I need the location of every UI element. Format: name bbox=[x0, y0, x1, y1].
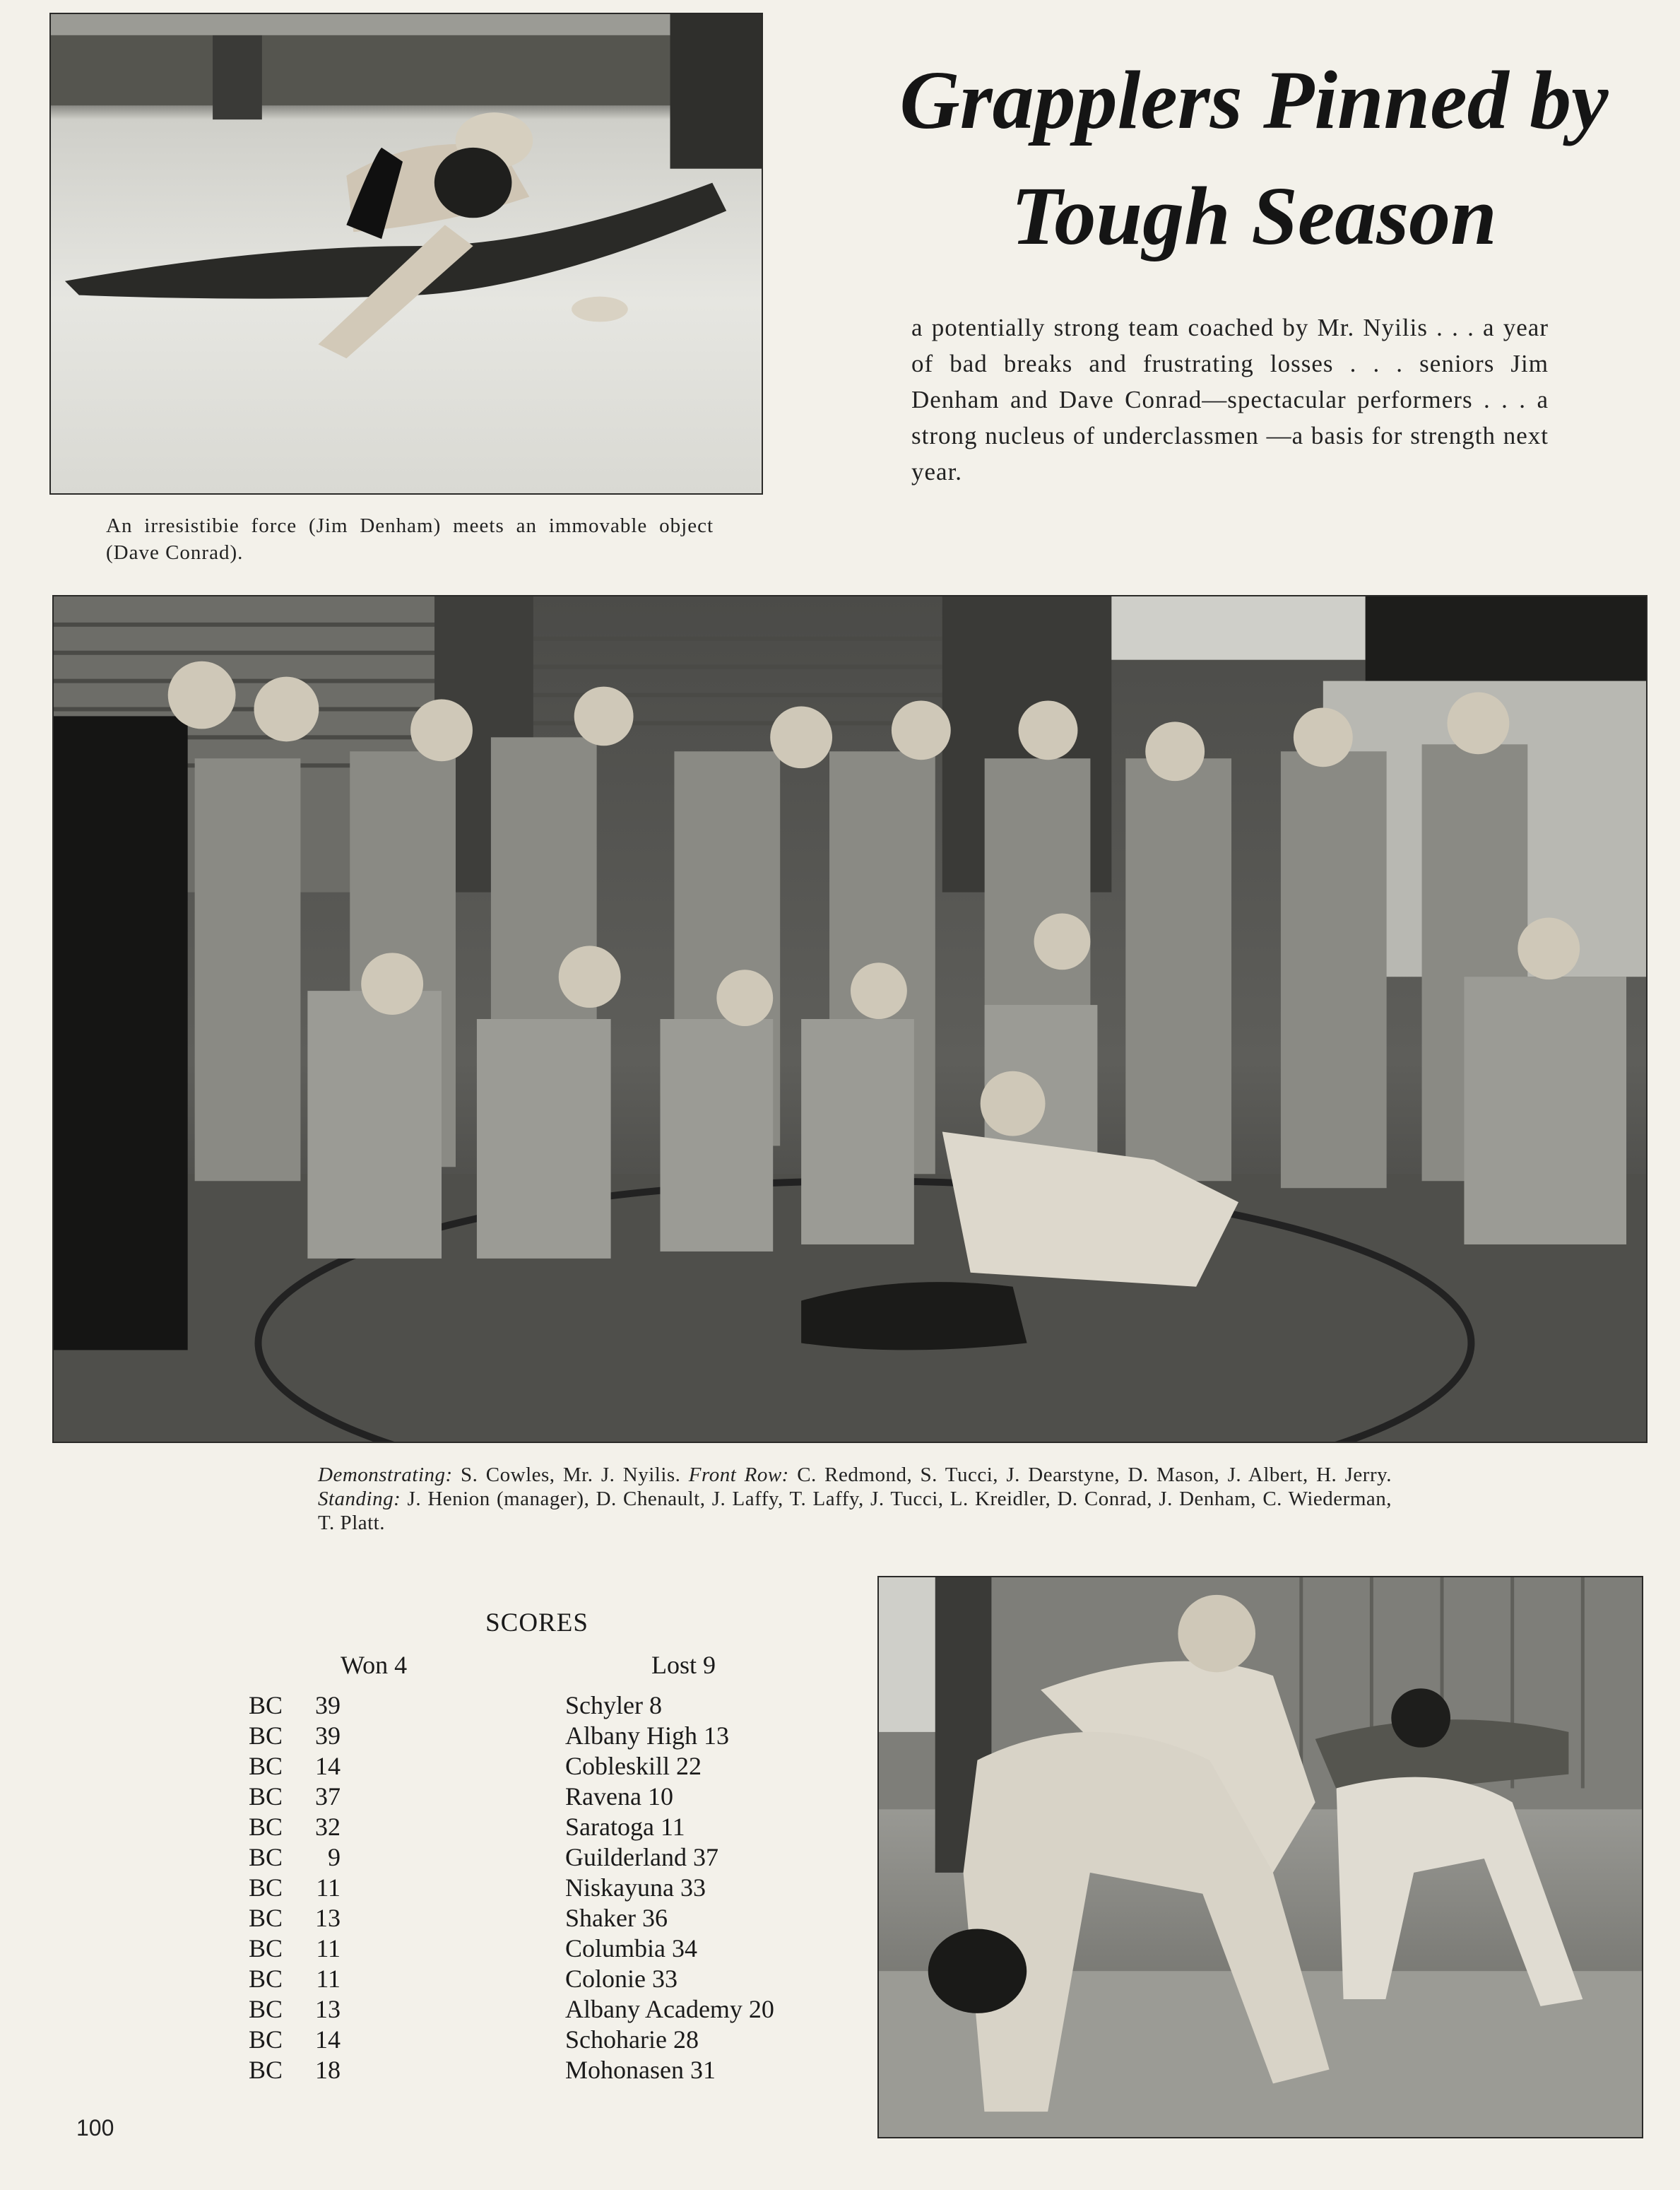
opponent-score: Ravena 10 bbox=[565, 1782, 673, 1811]
bc-score-row bbox=[249, 1842, 341, 1873]
bc-label: BC bbox=[249, 1934, 283, 1962]
caption-demonstrating: S. Cowles, Mr. J. Nyilis. bbox=[452, 1464, 689, 1486]
opponent-score: Niskayuna 33 bbox=[565, 1873, 706, 1902]
opponent-score-list bbox=[565, 1690, 774, 2085]
page-number: 100 bbox=[76, 2115, 114, 2141]
opponent-score: Saratoga 11 bbox=[565, 1813, 685, 1841]
opponent-score: Albany Academy 20 bbox=[565, 1995, 774, 2023]
bc-score-row bbox=[249, 1721, 341, 1751]
bc-score-row bbox=[249, 1964, 341, 1994]
bc-label: BC bbox=[249, 1691, 283, 1719]
bc-label: BC bbox=[249, 2025, 283, 2054]
bc-score: 11 bbox=[316, 1965, 341, 1993]
bc-label: BC bbox=[249, 1995, 283, 2023]
bc-score: 39 bbox=[315, 1721, 341, 1750]
bc-score-row bbox=[249, 1812, 341, 1842]
won-count: Won 4 bbox=[341, 1651, 408, 1679]
bc-label: BC bbox=[249, 1965, 283, 1993]
caption-standing-label: Standing: bbox=[318, 1488, 401, 1510]
opponent-score: Shaker 36 bbox=[565, 1904, 668, 1932]
bc-score: 14 bbox=[315, 2025, 341, 2054]
bc-score: 11 bbox=[316, 1873, 341, 1902]
intro-paragraph: a potentially strong team coached by Mr. Nyilis . . . a year of bad breaks and frustrating losses . . . seniors Jim Denham and Dave Conrad—spectacular performers . . . a strong nucleus of underclassmen —a basis for strength next year. bbox=[911, 314, 1549, 485]
bc-label: BC bbox=[249, 2056, 283, 2084]
bc-score: 13 bbox=[315, 1995, 341, 2023]
opponent-score: Mohonasen 31 bbox=[565, 2056, 716, 2084]
lost-count: Lost 9 bbox=[651, 1651, 716, 1679]
bc-score: 9 bbox=[328, 1843, 341, 1871]
bc-score: 14 bbox=[315, 1752, 341, 1780]
photo-team-group bbox=[52, 595, 1648, 1443]
caption-front-row-label: Front Row: bbox=[688, 1464, 789, 1486]
caption-top-photo: An irresistibie force (Jim Denham) meets an immovable object (Dave Conrad). bbox=[106, 514, 714, 564]
bc-score-row bbox=[249, 1782, 341, 1812]
photo-team-group-drawing bbox=[54, 596, 1646, 1442]
bc-score-row bbox=[249, 1903, 341, 1933]
bc-score-list bbox=[249, 1690, 341, 2085]
opponent-score: Guilderland 37 bbox=[565, 1843, 718, 1871]
bc-label: BC bbox=[249, 1873, 283, 1902]
caption-team-photo bbox=[318, 1463, 1392, 1535]
caption-front-row: C. Redmond, S. Tucci, J. Dearstyne, D. Mason, J. Albert, H. Jerry. bbox=[788, 1464, 1392, 1486]
photo-wrestlers-practice-drawing bbox=[879, 1577, 1642, 2137]
bc-score: 32 bbox=[315, 1813, 341, 1841]
bc-score: 37 bbox=[315, 1782, 341, 1811]
bc-label: BC bbox=[249, 1843, 283, 1871]
opponent-score: Columbia 34 bbox=[565, 1934, 697, 1962]
caption-standing: J. Henion (manager), D. Chenault, J. Laffy, T. Laffy, J. Tucci, L. Kreidler, D. Conrad, J. Denham, C. Wiederman, T. Platt. bbox=[318, 1488, 1392, 1534]
caption-demonstrating-label: Demonstrating: bbox=[318, 1464, 453, 1486]
photo-wrestlers-mat-drawing bbox=[51, 14, 762, 493]
bc-label: BC bbox=[249, 1813, 283, 1841]
bc-score: 39 bbox=[315, 1691, 341, 1719]
bc-label: BC bbox=[249, 1721, 283, 1750]
opponent-score: Colonie 33 bbox=[565, 1965, 678, 1993]
bc-score-row bbox=[249, 2025, 341, 2055]
opponent-score: Cobleskill 22 bbox=[565, 1752, 702, 1780]
opponent-score: Schyler 8 bbox=[565, 1691, 662, 1719]
opponent-score: Albany High 13 bbox=[565, 1721, 729, 1750]
bc-label: BC bbox=[249, 1904, 283, 1932]
bc-score-row bbox=[249, 1873, 341, 1903]
bc-score-row bbox=[249, 2055, 341, 2085]
opponent-score: Schoharie 28 bbox=[565, 2025, 699, 2054]
bc-score-row bbox=[249, 1933, 341, 1964]
bc-label: BC bbox=[249, 1782, 283, 1811]
page-title: Grapplers Pinned by Tough Season bbox=[899, 54, 1609, 262]
bc-score: 13 bbox=[315, 1904, 341, 1932]
bc-score: 11 bbox=[316, 1934, 341, 1962]
scores-heading: SCORES bbox=[485, 1608, 588, 1637]
bc-score: 18 bbox=[315, 2056, 341, 2084]
photo-wrestlers-mat bbox=[49, 13, 763, 495]
bc-label: BC bbox=[249, 1752, 283, 1780]
bc-score-row bbox=[249, 1994, 341, 2025]
bc-score-row bbox=[249, 1690, 341, 1721]
bc-score-row bbox=[249, 1751, 341, 1782]
photo-wrestlers-practice bbox=[877, 1576, 1643, 2138]
